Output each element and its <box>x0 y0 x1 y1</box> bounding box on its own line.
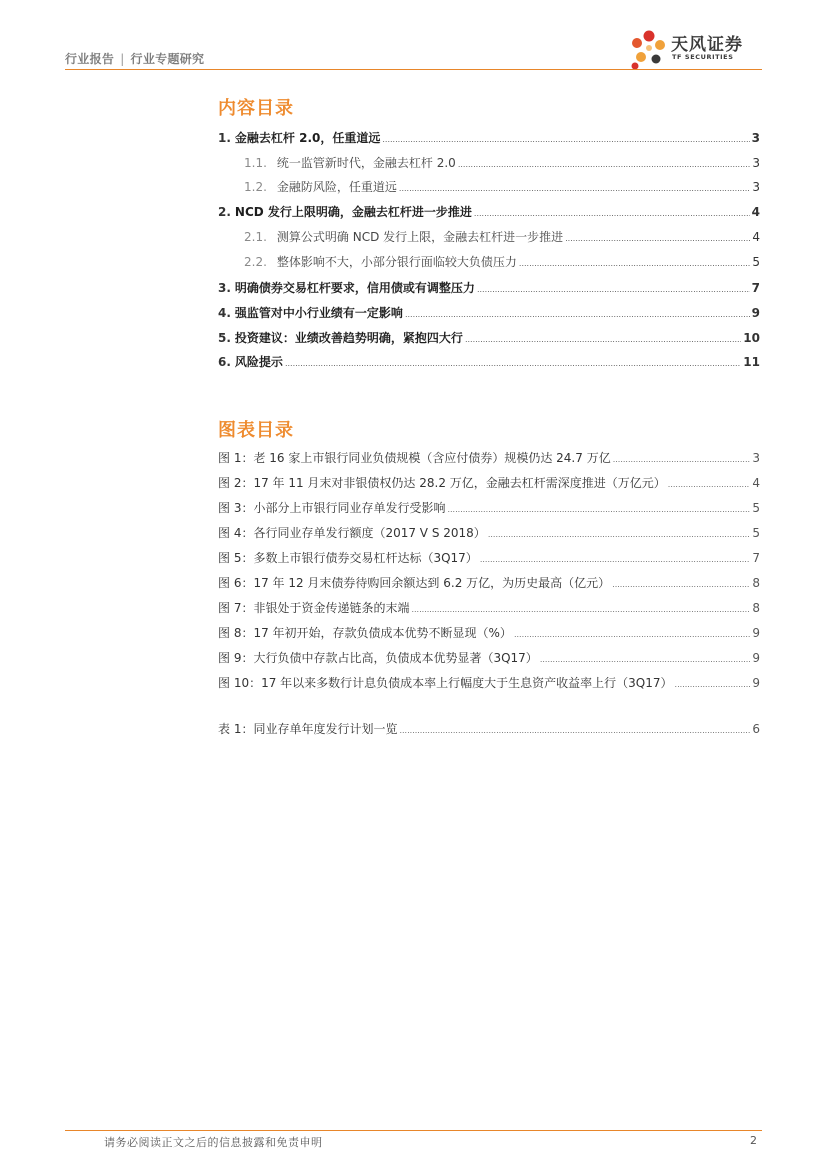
toc-entry-page: 4 <box>752 230 760 244</box>
figure-entry-leader <box>613 451 750 465</box>
logo-english-name: TF SECURITIES <box>672 53 734 61</box>
toc-entry[interactable] <box>244 154 760 174</box>
toc-entry-number: 1.1. <box>244 156 267 170</box>
figure-entry-page: 5 <box>752 501 760 515</box>
company-logo <box>627 28 762 70</box>
footer-divider <box>65 1130 762 1131</box>
figure-entry-page: 9 <box>752 651 760 665</box>
toc-entry[interactable] <box>218 329 760 349</box>
toc-entry-number: 1. <box>218 131 231 145</box>
breadcrumb <box>65 50 204 67</box>
figure-entry[interactable] <box>218 599 760 619</box>
toc-entry-page: 7 <box>751 281 760 295</box>
toc-entry-title: 风险提示 <box>234 355 283 369</box>
figure-entry[interactable] <box>218 499 760 519</box>
figure-entry-title: 图 9：大行负债中存款占比高，负债成本优势显著（3Q17） <box>218 651 538 665</box>
toc-entry-leader <box>565 230 750 244</box>
figure-entry-page: 8 <box>752 601 760 615</box>
table-entry-title: 表 1：同业存单年度发行计划一览 <box>218 722 398 736</box>
figure-entry[interactable] <box>218 624 760 644</box>
figures-title: 图表目录 <box>218 420 294 441</box>
tf-flower-logo-icon <box>627 28 669 70</box>
toc-entry-page: 4 <box>751 205 760 219</box>
toc-entry[interactable] <box>218 203 760 223</box>
toc-entry-leader <box>465 331 741 345</box>
toc-entry-leader <box>519 255 750 269</box>
toc-entry[interactable] <box>218 129 760 149</box>
toc-entry[interactable] <box>244 228 760 248</box>
figure-entry-page: 7 <box>752 551 760 565</box>
figure-entry[interactable] <box>218 549 760 569</box>
page-number: 2 <box>750 1134 757 1147</box>
figure-entry-title: 图 1：老 16 家上市银行同业负债规模（含应付债券）规模仍达 24.7 万亿 <box>218 451 611 465</box>
toc-entry-leader <box>382 131 749 145</box>
toc-entry-leader <box>458 156 750 170</box>
toc-entry-title: 金融去杠杆 2.0，任重道远 <box>234 131 381 145</box>
toc-entry[interactable] <box>218 353 760 373</box>
toc-entry-title: 测算公式明确 NCD 发行上限，金融去杠杆进一步推进 <box>276 230 564 244</box>
toc-entry-number: 3. <box>218 281 231 295</box>
toc-entry-leader <box>474 205 750 219</box>
figure-entry-leader <box>480 551 750 565</box>
figure-entry-page: 4 <box>752 476 760 490</box>
toc-entry-title: 投资建议：业绩改善趋势明确，紧抱四大行 <box>234 331 463 345</box>
figure-entry-title: 图 8：17 年初开始，存款负债成本优势不断显现（%） <box>218 626 512 640</box>
figure-entry-leader <box>612 576 750 590</box>
figure-entry-title: 图 4：各行同业存单发行额度（2017 V S 2018） <box>218 526 486 540</box>
figure-entry-leader <box>675 676 750 690</box>
figure-entry-title: 图 5：多数上市银行债券交易杠杆达标（3Q17） <box>218 551 478 565</box>
figure-entry-leader <box>411 601 750 615</box>
figure-entry[interactable] <box>218 449 760 469</box>
toc-entry-title: NCD 发行上限明确，金融去杠杆进一步推进 <box>234 205 472 219</box>
figure-entry-leader <box>540 651 750 665</box>
toc-entry-leader <box>399 180 750 194</box>
figure-entry-leader <box>514 626 750 640</box>
toc-entry-number: 2.1. <box>244 230 267 244</box>
toc-entry-title: 整体影响不大，小部分银行面临较大负债压力 <box>276 255 517 269</box>
toc-entry-page: 10 <box>743 331 760 345</box>
toc-entry-number: 2. <box>218 205 231 219</box>
toc-entry-number: 5. <box>218 331 231 345</box>
logo-name: 天风证券 <box>671 35 743 55</box>
table-entry-leader <box>399 722 750 736</box>
table-entry[interactable] <box>218 720 760 740</box>
toc-entry-number: 1.2. <box>244 180 267 194</box>
figure-entry-title: 图 2：17 年 11 月末对非银债权仍达 28.2 万亿，金融去杠杆需深度推进（万亿元） <box>218 476 666 490</box>
figure-entry-page: 5 <box>752 526 760 540</box>
toc-entry[interactable] <box>244 178 760 198</box>
breadcrumb-separator: | <box>120 52 125 66</box>
toc-entry-title: 明确债券交易杠杆要求，信用债或有调整压力 <box>234 281 475 295</box>
figure-entry-leader <box>488 526 750 540</box>
toc-entry[interactable] <box>244 253 760 273</box>
figure-entry-page: 8 <box>752 576 760 590</box>
figure-entry-leader <box>447 501 750 515</box>
figure-entry[interactable] <box>218 574 760 594</box>
toc-entry[interactable] <box>218 279 760 299</box>
figure-entry-leader <box>668 476 750 490</box>
figure-entry[interactable] <box>218 474 760 494</box>
table-entry-page: 6 <box>752 722 760 736</box>
figure-entry-title: 图 6：17 年 12 月末债券待购回余额达到 6.2 万亿，为历史最高（亿元） <box>218 576 611 590</box>
toc-entry-page: 11 <box>743 355 760 369</box>
footer-disclaimer: 请务必阅读正文之后的信息披露和免责申明 <box>104 1136 323 1149</box>
figure-entry[interactable] <box>218 674 760 694</box>
header-divider <box>65 69 762 70</box>
toc-entry-number: 2.2. <box>244 255 267 269</box>
toc-entry-page: 3 <box>751 131 760 145</box>
toc-entry-title: 统一监管新时代，金融去杠杆 2.0 <box>276 156 456 170</box>
figure-entry-page: 9 <box>752 626 760 640</box>
toc-entry-leader <box>477 281 750 295</box>
toc-entry-page: 5 <box>752 255 760 269</box>
toc-entry[interactable] <box>218 304 760 324</box>
figure-entry-title: 图 7：非银处于资金传递链条的末端 <box>218 601 410 615</box>
breadcrumb-report-type: 行业报告 <box>65 52 115 66</box>
figure-entry[interactable] <box>218 649 760 669</box>
toc-entry-leader <box>285 355 741 369</box>
toc-entry-page: 3 <box>752 180 760 194</box>
toc-entry-number: 4. <box>218 306 231 320</box>
toc-entry-title: 金融防风险，任重道远 <box>276 180 397 194</box>
toc-entry-leader <box>405 306 750 320</box>
figure-entry[interactable] <box>218 524 760 544</box>
page-header <box>65 0 762 70</box>
figure-entry-page: 3 <box>752 451 760 465</box>
toc-entry-page: 9 <box>751 306 760 320</box>
toc-entry-page: 3 <box>752 156 760 170</box>
figure-entry-page: 9 <box>752 676 760 690</box>
figure-entry-title: 图 10：17 年以来多数行计息负债成本率上行幅度大于生息资产收益率上行（3Q17） <box>218 676 673 690</box>
figure-entry-title: 图 3：小部分上市银行同业存单发行受影响 <box>218 501 446 515</box>
toc-title: 内容目录 <box>218 98 294 119</box>
toc-entry-title: 强监管对中小行业绩有一定影响 <box>234 306 403 320</box>
breadcrumb-report-category: 行业专题研究 <box>130 52 205 66</box>
toc-entry-number: 6. <box>218 355 231 369</box>
